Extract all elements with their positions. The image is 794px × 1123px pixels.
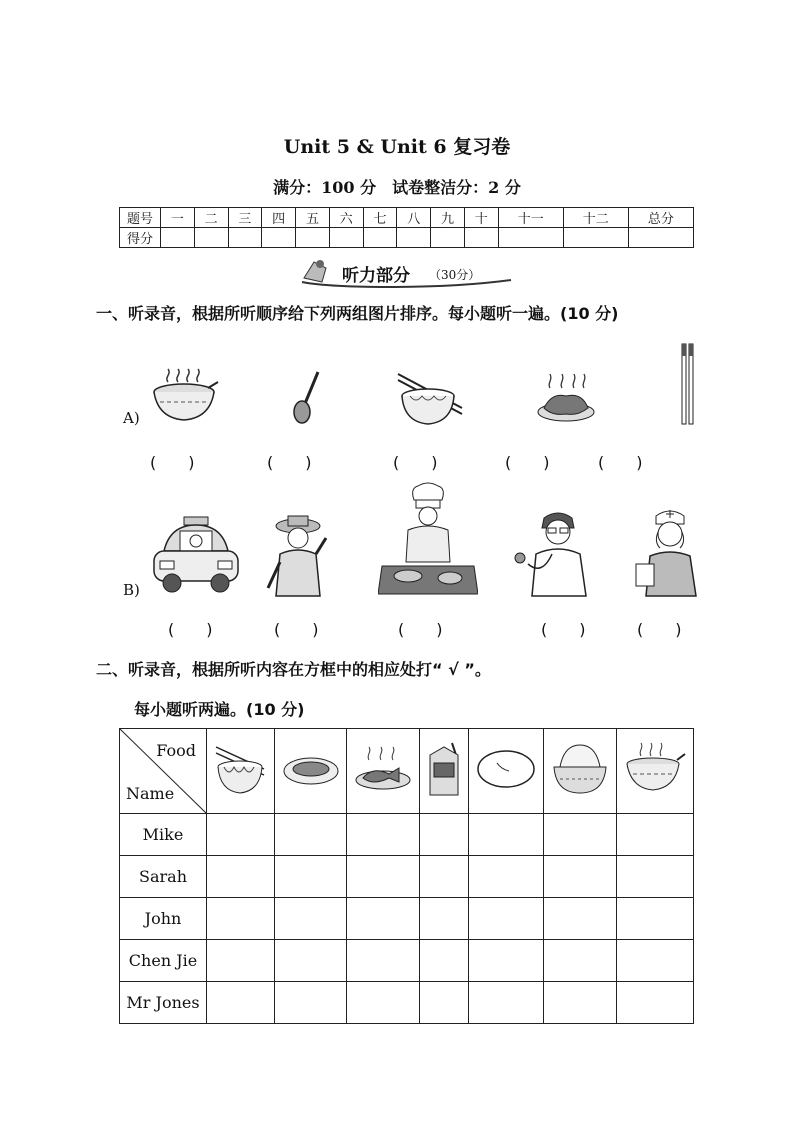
name-cell: John [120, 898, 207, 940]
check-cell[interactable] [420, 982, 469, 1024]
question-2: 二、听录音，根据所听内容在方框中的相应处打“ √ ”。 [96, 660, 491, 679]
answer-blank[interactable]: ( ) [274, 620, 319, 639]
table-row [120, 898, 694, 940]
check-cell[interactable] [616, 856, 693, 898]
bread-plate-icon [281, 749, 341, 789]
nurse-icon [634, 506, 706, 598]
check-cell[interactable] [543, 856, 616, 898]
answer-blank[interactable]: ( ) [505, 453, 550, 472]
check-cell[interactable] [468, 856, 543, 898]
egg-icon [475, 747, 537, 791]
check-cell[interactable] [616, 940, 693, 982]
check-cell[interactable] [468, 940, 543, 982]
food-header-cell [468, 729, 543, 814]
food-header-cell [274, 729, 347, 814]
check-cell[interactable] [616, 814, 693, 856]
check-cell[interactable] [274, 898, 347, 940]
food-header-cell [420, 729, 469, 814]
check-cell[interactable] [468, 982, 543, 1024]
score-input-cell[interactable] [161, 228, 195, 248]
score-cell: 题号 [120, 208, 161, 228]
answer-blank[interactable]: ( ) [168, 620, 213, 639]
check-cell[interactable] [347, 982, 420, 1024]
noodles-bowl-icon [396, 370, 464, 428]
food-header-cell [543, 729, 616, 814]
page-title: Unit 5 & Unit 6 复习卷 [283, 136, 511, 158]
check-cell[interactable] [347, 856, 420, 898]
score-input-cell[interactable] [563, 228, 628, 248]
score-table-row [120, 228, 694, 248]
check-cell[interactable] [207, 814, 275, 856]
check-cell[interactable] [543, 982, 616, 1024]
score-input-cell[interactable] [194, 228, 228, 248]
score-input-cell[interactable] [628, 228, 693, 248]
row-a-label: A) [123, 409, 140, 427]
food-table [119, 728, 694, 1024]
check-cell[interactable] [468, 898, 543, 940]
check-cell[interactable] [207, 940, 275, 982]
diagonal-header-cell [120, 729, 207, 814]
score-cell: 总分 [628, 208, 693, 228]
section-title: 听力部分 [342, 266, 410, 286]
answer-blank[interactable]: ( ) [637, 620, 682, 639]
chopsticks-icon [678, 342, 698, 426]
score-cell: 六 [329, 208, 363, 228]
farmer-icon [262, 512, 334, 598]
check-cell[interactable] [468, 814, 543, 856]
check-cell[interactable] [274, 814, 347, 856]
answer-blank[interactable]: ( ) [267, 453, 312, 472]
score-cell: 得分 [120, 228, 161, 248]
check-cell[interactable] [420, 856, 469, 898]
check-cell[interactable] [616, 898, 693, 940]
score-cell: 二 [194, 208, 228, 228]
score-input-cell[interactable] [329, 228, 363, 248]
check-cell[interactable] [347, 940, 420, 982]
score-input-cell[interactable] [296, 228, 330, 248]
name-cell: Chen Jie [120, 940, 207, 982]
score-cell: 九 [431, 208, 465, 228]
question-2-instructions: 每小题听两遍。(10 分) [134, 700, 305, 719]
answer-blank[interactable]: ( ) [398, 620, 443, 639]
table-row [120, 856, 694, 898]
check-cell[interactable] [207, 856, 275, 898]
check-cell[interactable] [274, 940, 347, 982]
section-banner [296, 256, 516, 290]
check-cell[interactable] [420, 814, 469, 856]
taxi-driver-icon [150, 515, 242, 597]
spoon-icon [290, 370, 326, 426]
score-cell: 三 [228, 208, 262, 228]
milk-carton-icon [424, 741, 464, 797]
score-cell: 五 [296, 208, 330, 228]
soup-bowl-icon [150, 368, 220, 428]
name-cell: Mike [120, 814, 207, 856]
answer-blank[interactable]: ( ) [541, 620, 586, 639]
score-input-cell[interactable] [397, 228, 431, 248]
check-cell[interactable] [616, 982, 693, 1024]
table-row [120, 814, 694, 856]
score-cell: 七 [363, 208, 397, 228]
food-header-cell [616, 729, 693, 814]
check-cell[interactable] [543, 940, 616, 982]
table-row [120, 940, 694, 982]
doctor-icon [512, 506, 604, 598]
score-cell: 十 [464, 208, 498, 228]
name-cell: Sarah [120, 856, 207, 898]
score-input-cell[interactable] [228, 228, 262, 248]
answer-blank[interactable]: ( ) [150, 453, 195, 472]
row-b-label: B) [123, 581, 140, 599]
fish-dish-icon [536, 370, 596, 424]
question-1: 一、听录音，根据所听顺序给下列两组图片排序。每小题听一遍。(10 分) [96, 304, 619, 323]
soup-bowl-icon [623, 742, 687, 796]
check-cell[interactable] [207, 898, 275, 940]
score-cell: 四 [262, 208, 296, 228]
score-info: 满分：100 分 试卷整洁分：2 分 [273, 178, 521, 197]
score-cell: 一 [161, 208, 195, 228]
check-cell[interactable] [420, 898, 469, 940]
cook-icon [378, 482, 478, 598]
check-cell[interactable] [274, 856, 347, 898]
name-cell: Mr Jones [120, 982, 207, 1024]
score-input-cell[interactable] [498, 228, 563, 248]
score-input-cell[interactable] [431, 228, 465, 248]
score-cell: 十一 [498, 208, 563, 228]
score-cell: 八 [397, 208, 431, 228]
score-cell: 十二 [563, 208, 628, 228]
check-cell[interactable] [347, 898, 420, 940]
food-header-cell [207, 729, 275, 814]
check-cell[interactable] [543, 814, 616, 856]
check-cell[interactable] [347, 814, 420, 856]
rice-bowl-icon [550, 741, 610, 797]
score-input-cell[interactable] [262, 228, 296, 248]
score-input-cell[interactable] [464, 228, 498, 248]
check-cell[interactable] [207, 982, 275, 1024]
score-input-cell[interactable] [363, 228, 397, 248]
fish-plate-icon [353, 744, 413, 794]
check-cell[interactable] [543, 898, 616, 940]
check-cell[interactable] [274, 982, 347, 1024]
answer-blank[interactable]: ( ) [598, 453, 643, 472]
score-table [119, 207, 694, 248]
header-food-label: Food [156, 741, 196, 760]
score-table-header-row [120, 208, 694, 228]
table-row [120, 982, 694, 1024]
section-points: （30分） [429, 268, 481, 282]
food-table-header-row [120, 729, 694, 814]
header-name-label: Name [126, 784, 175, 803]
answer-blank[interactable]: ( ) [393, 453, 438, 472]
noodles-icon [212, 741, 268, 797]
food-header-cell [347, 729, 420, 814]
check-cell[interactable] [420, 940, 469, 982]
